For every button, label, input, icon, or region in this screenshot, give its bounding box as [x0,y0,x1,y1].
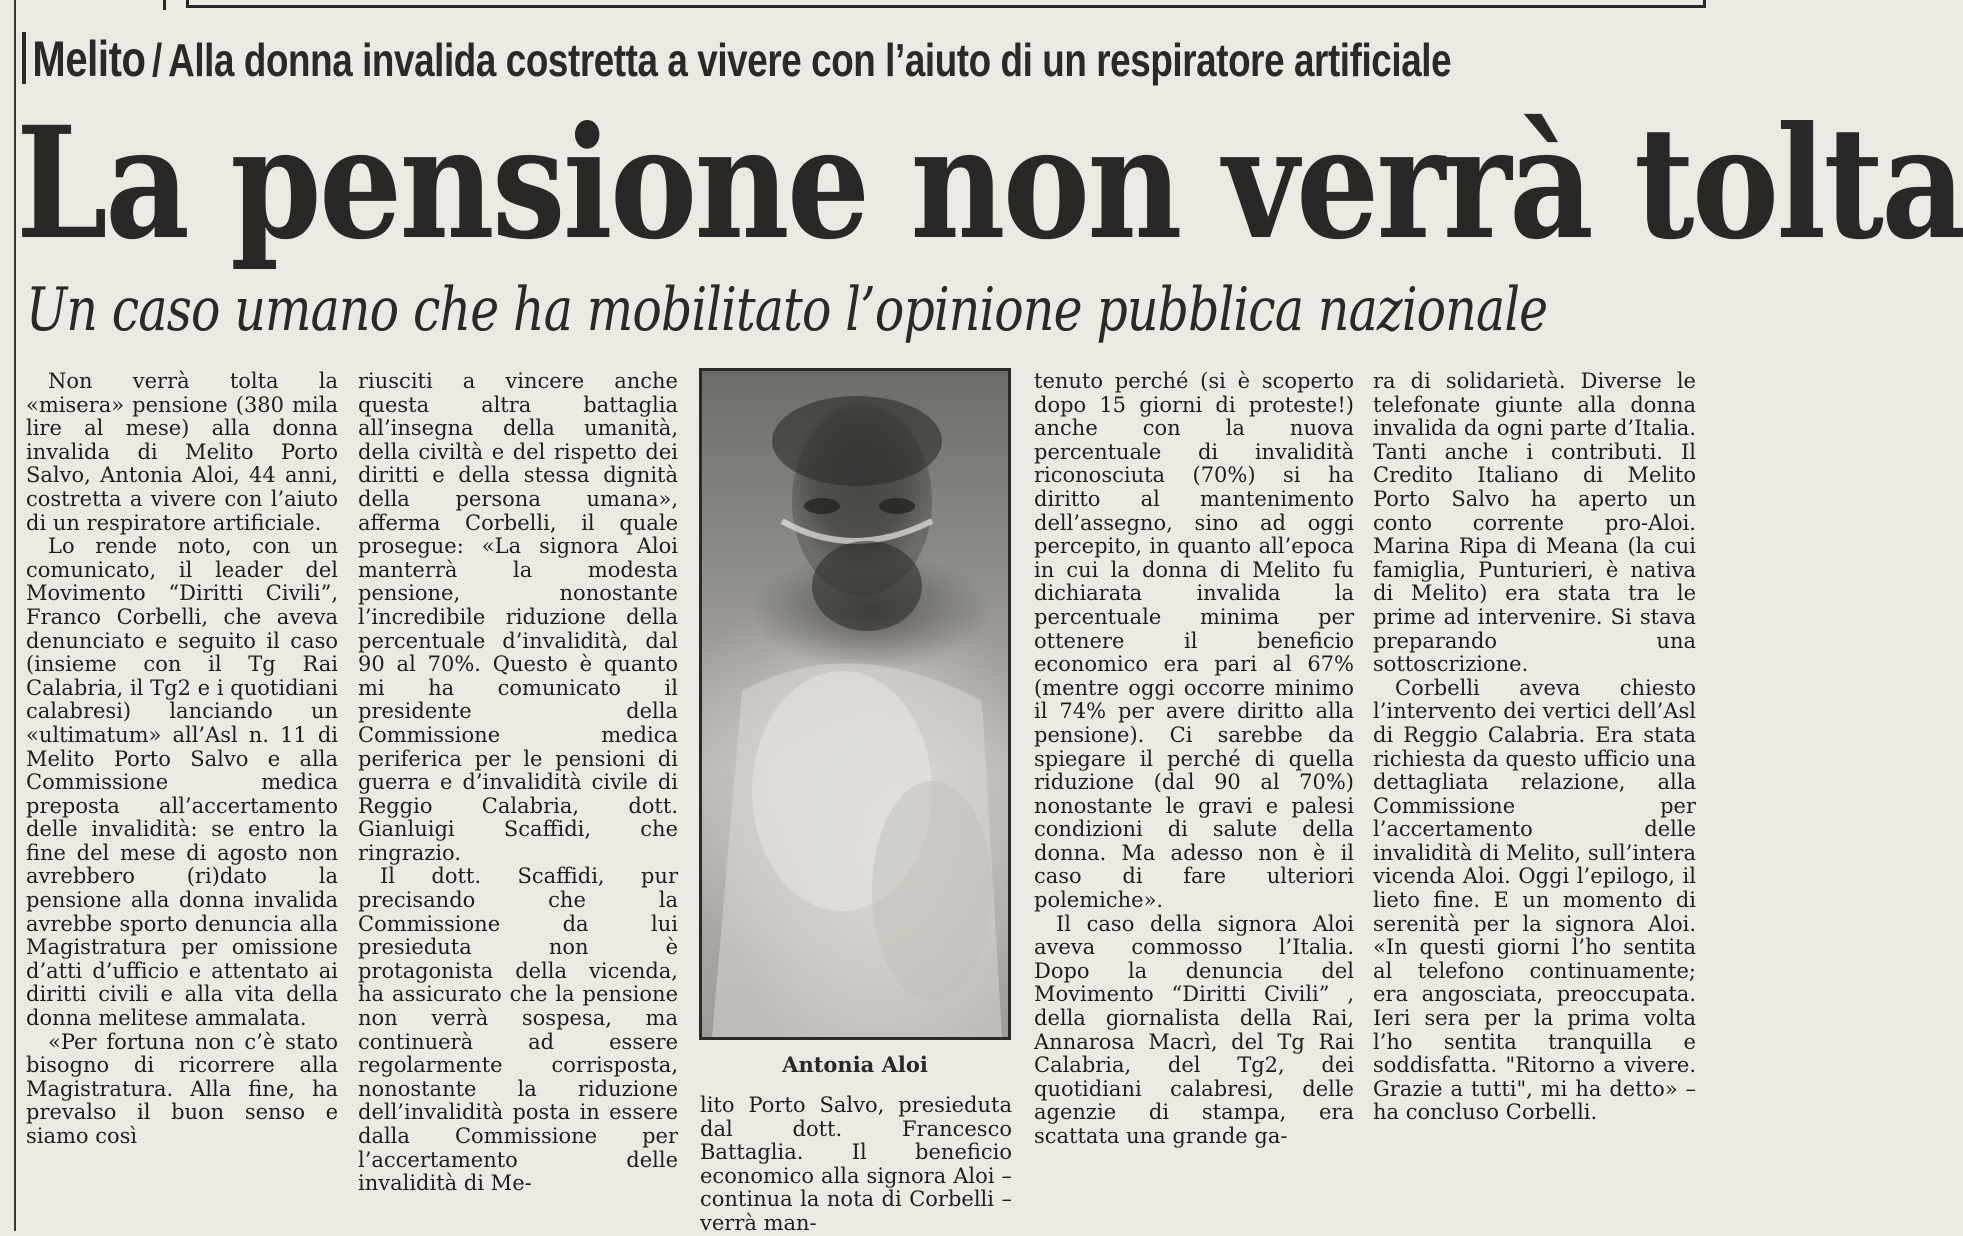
paragraph: Lo rende noto, con un comunicato, il leader del Movimento “Diritti Civili”, Franco Corbelli, che aveva denunciato e seguito il caso (insieme con il Tg Rai Calabria, il Tg2 e i quotidiani calabresi) lanciando un «ultimatum» all’Asl n. 11 di Melito Porto Salvo e alla Commissione medica preposta all’accertamento delle invalidità: se entro la fine del mese di agosto non avrebbero (ri)dato la pensione alla donna invalida avrebbe sporto denuncia alla Magistratura per omissione d’atti d’ufficio e attentato ai diritti civili e alla vita della donna melitese ammalata. [26,534,338,1031]
paragraph: ra di solidarietà. Diverse le telefonate giunte alla donna invalida da ogni parte d’Italia. Tanti anche i contributi. Il Credito Italiano di Melito Porto Salvo ha aperto un conto corrente pro-Aloi. Marina Ripa di Meana (la cui famiglia, Punturieri, è nativa di Melito) era stata tra le prime ad intervenire. Si stava preparando una sottoscrizione. [1373,369,1696,677]
paragraph: «Per fortuna non c’è stato bisogno di ricorrere alla Magistratura. Alla fine, ha prevalso il buon senso e siamo così [26,1029,338,1148]
portrait-photo [699,368,1011,1040]
paragraph: Il dott. Scaffidi, pur precisando che la Commissione da lui presieduta non è protagonista della vicenda, ha assicurato che la pensione non verrà sospesa, ma continuerà ad essere regolarmente corrisposta, nonostante la riduzione dell’invalidità posta in essere dalla Commissione per l’accertamento delle invalidità di Me- [358,864,678,1196]
photo-caption: Antonia Aloi [782,1052,928,1077]
article-column-2 [358,370,678,1196]
article-column-5 [1373,370,1696,1125]
kicker-text: Alla donna invalida costretta a vivere con l’aiuto di un respiratore artificiale [168,34,1452,86]
paragraph: Non verrà tolta la «misera» pensione (380 mila lire al mese) alla donna invalida di Melito Porto Salvo, Antonia Aloi, 44 anni, costretta a vivere con l’aiuto di un respiratore artificiale. [26,369,338,535]
paragraph: Il caso della signora Aloi aveva commosso l’Italia. Dopo la denuncia del Movimento “Diritti Civili” , della giornalista della Rai, Annarosa Macrì, del Tg Rai Calabria, del Tg2, dei quotidiani calabresi, delle agenzie di stampa, era scattata una grande ga- [1034,911,1354,1148]
top-left-rule [163,0,166,10]
article-column-3 [700,1094,1012,1236]
paragraph: lito Porto Salvo, presieduta dal dott. Francesco Battaglia. Il beneficio economico alla signora Aloi – continua la nota di Corbelli – verrà man- [700,1093,1012,1235]
article-column-4 [1034,370,1354,1149]
kicker-place: Melito [32,31,146,87]
headline: La pensione non verrà tolta [16,93,1963,274]
kicker-bar [22,32,26,84]
article-column-1 [26,370,338,1149]
subheadline: Un caso umano che ha mobilitato l’opinione pubblica nazionale [26,275,1548,345]
paragraph: riusciti a vincere anche questa altra battaglia all’insegna della umanità, della civiltà e del rispetto dei diritti e della stessa dignità della persona umana», afferma Corbelli, il quale prosegue: «La signora Aloi manterrà la modesta pensione, nonostante l’incredibile riduzione della percentuale d’invalidità, dal 90 al 70%. Questo è quanto mi ha comunicato il presidente della Commissione medica periferica per le pensioni di guerra e d’invalidità civile di Reggio Calabria, dott. Gianluigi Scaffidi, che ringrazio. [358,369,678,865]
paragraph: tenuto perché (si è scoperto dopo 15 giorni di proteste!) anche con la nuova percentuale di invalidità riconosciuta (70%) si ha diritto al mantenimento dell’assegno, sino ad oggi percepito, in quanto all’epoca in cui la donna di Melito fu dichiarata invalida la percentuale minima per ottenere il beneficio economico era pari al 67% (mentre oggi occorre minimo il 74% per avere diritto alla pensione). Ci sarebbe da spiegare il perché di quella riduzione (dal 90 al 70%) nonostante le gravi e palesi condizioni di salute della donna. Ma adesso non è il caso di fare ulteriori polemiche». [1034,369,1354,913]
kicker-separator: / [151,34,162,86]
paragraph: Corbelli aveva chiesto l’intervento dei vertici dell’Asl di Reggio Calabria. Era stata richiesta da questo ufficio una dettagliata relazione, alla Commissione per l’accertamento delle invalidità di Melito, sull’intera vicenda Aloi. Oggi l’epilogo, il lieto fine. E un momento di serenità per la signora Aloi. «In questi giorni l’ho sentita al telefono continuamente; era angosciata, preoccupata. Ieri sera per la prima volta l’ho sentita tranquilla e soddisfatta. "Ritorno a vivere. Grazie a tutti", mi ha detto» – ha concluso Corbelli. [1373,675,1696,1125]
kicker-line [22,30,1452,100]
portrait-illustration [702,371,1008,1037]
top-frame-border [186,0,1706,8]
